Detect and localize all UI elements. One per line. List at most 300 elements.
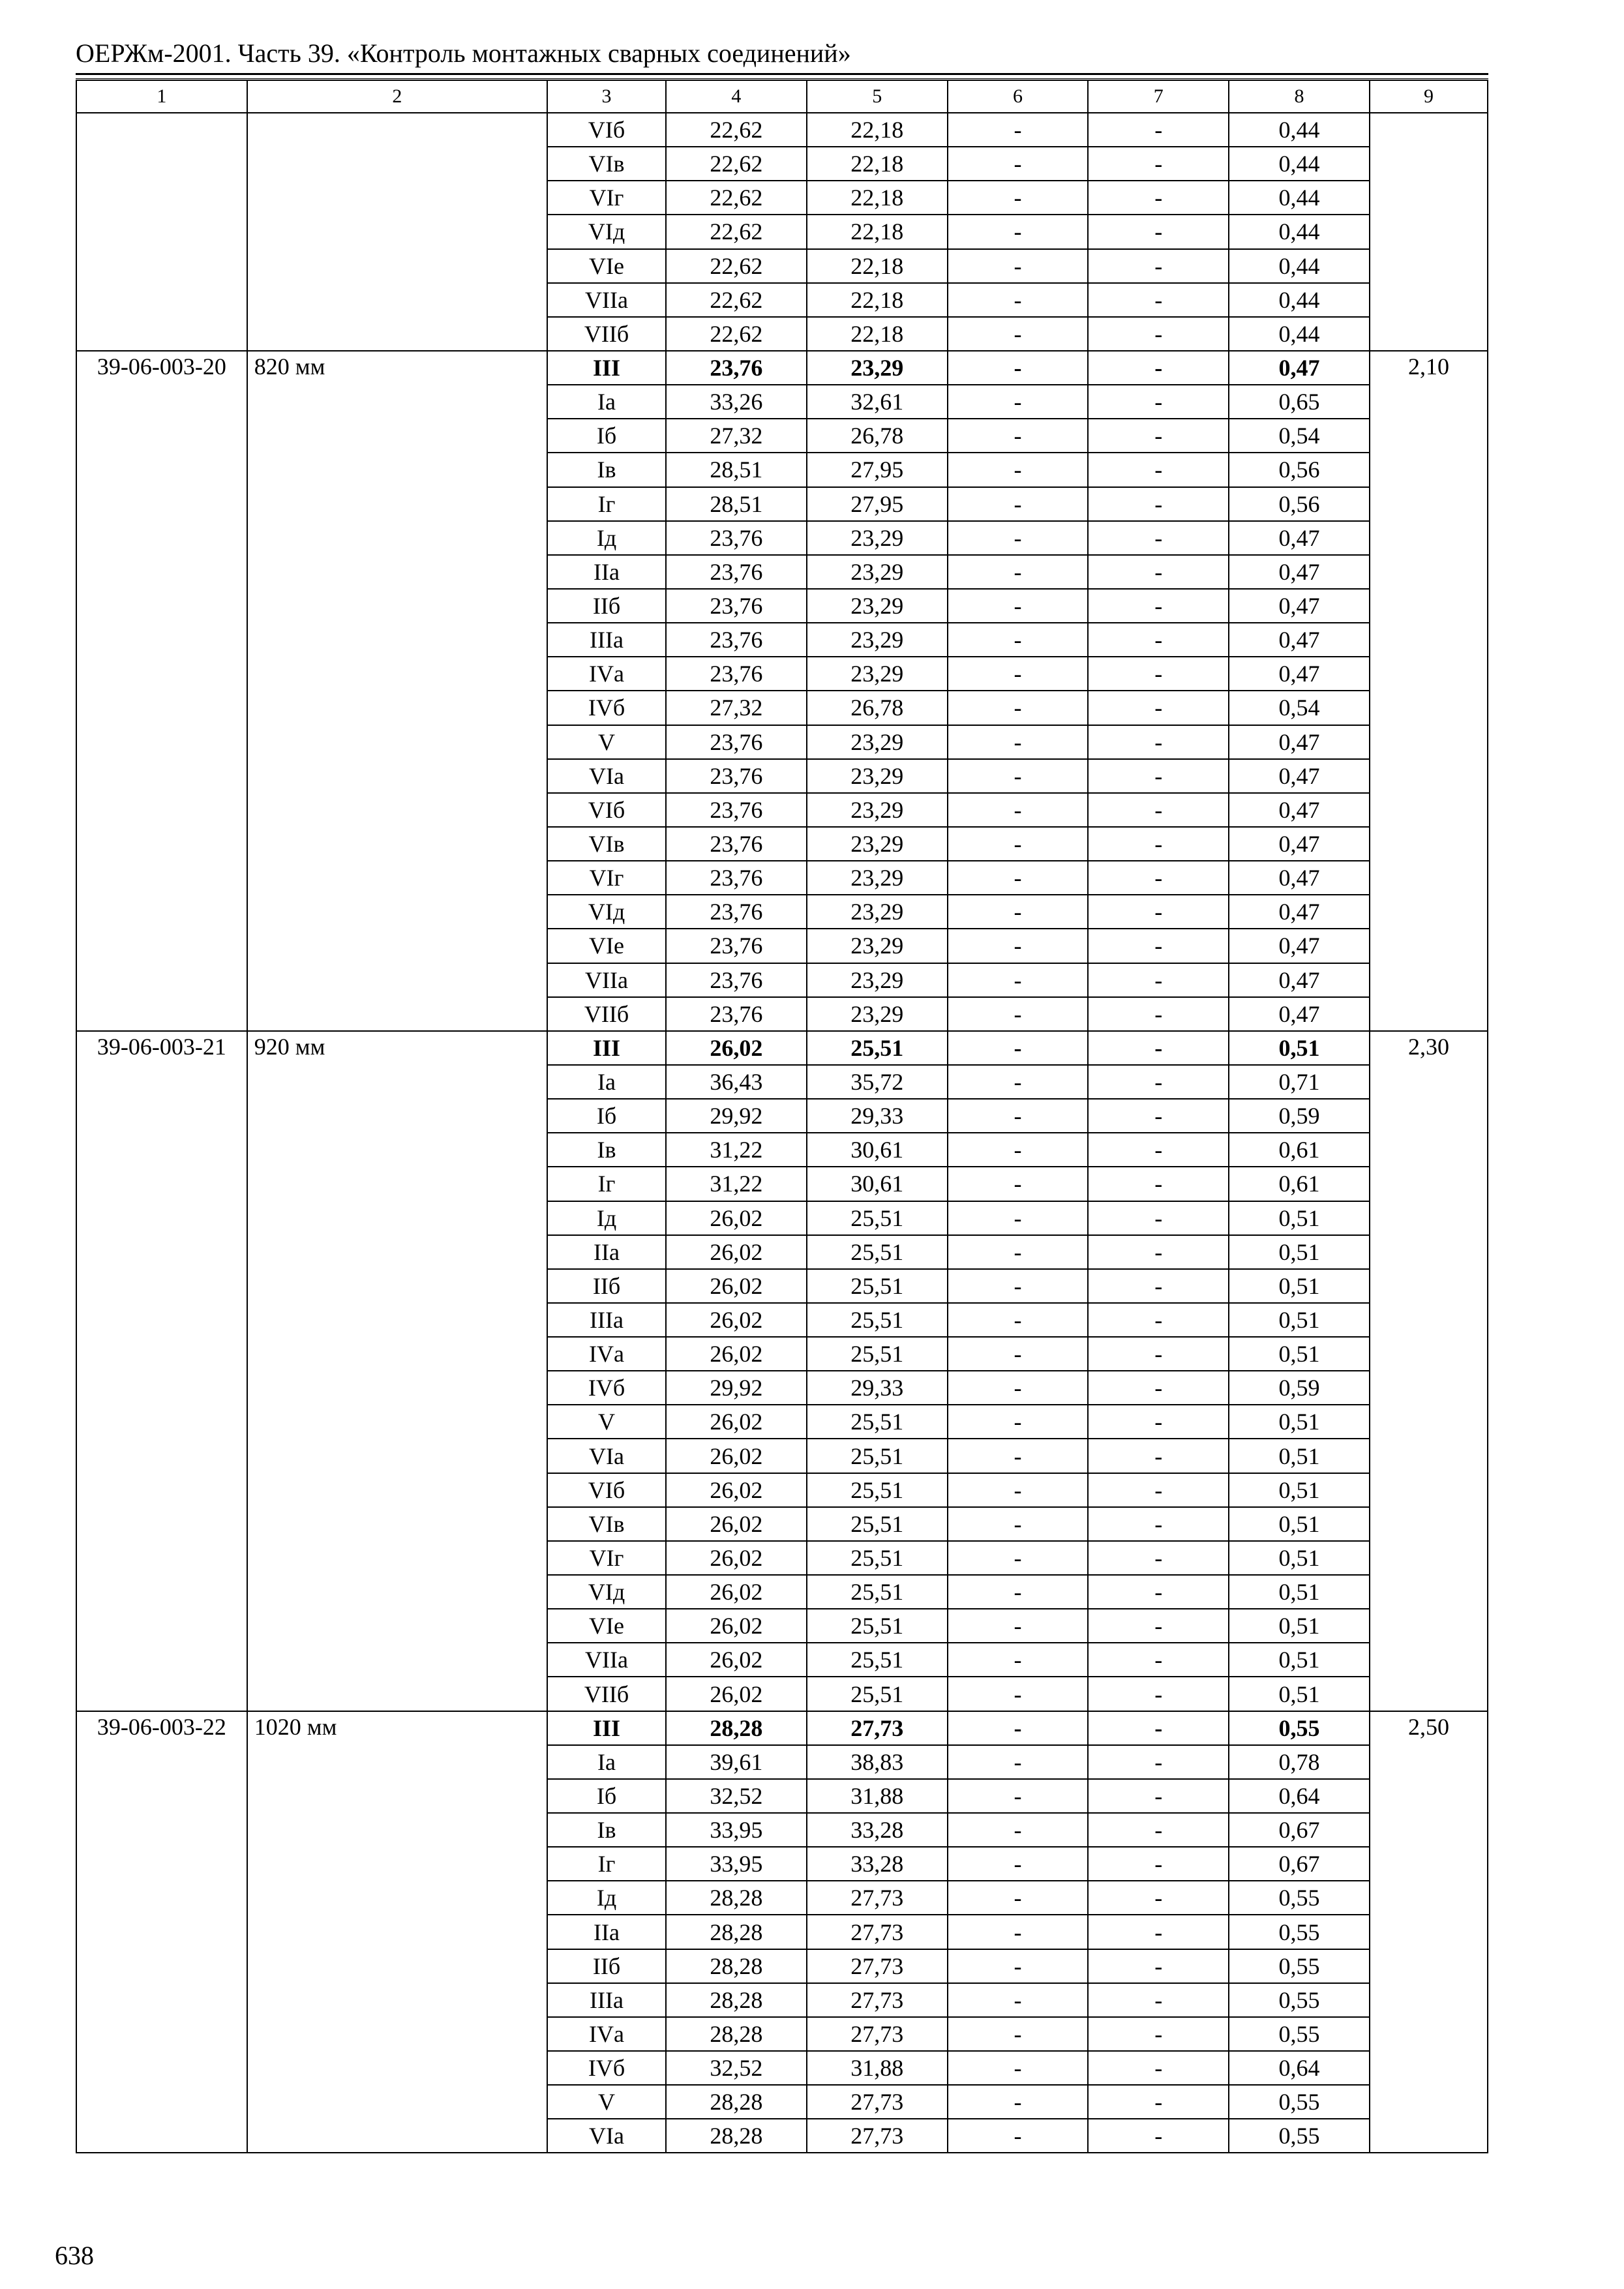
- value-cell-col4: 27,32: [666, 419, 807, 453]
- value-cell-col6: -: [948, 691, 1089, 725]
- value-cell-col8: 0,47: [1229, 521, 1370, 555]
- value-cell-col4: 23,76: [666, 963, 807, 997]
- value-cell-col8: 0,47: [1229, 895, 1370, 929]
- value-cell-col4: 26,02: [666, 1201, 807, 1235]
- value-cell-col6: -: [948, 1473, 1089, 1507]
- value-cell-col4: 26,02: [666, 1303, 807, 1337]
- value-cell-col6: -: [948, 725, 1089, 759]
- column-number: 8: [1229, 80, 1370, 113]
- category-cell: IIа: [547, 555, 666, 589]
- category-cell: IVб: [547, 1371, 666, 1405]
- value-cell-col5: 25,51: [807, 1609, 948, 1643]
- value-cell-col6: -: [948, 1269, 1089, 1303]
- category-cell: IIа: [547, 1235, 666, 1269]
- value-cell-col7: -: [1088, 589, 1229, 623]
- value-cell-col5: 27,73: [807, 2017, 948, 2051]
- value-cell-col6: -: [948, 1541, 1089, 1575]
- value-cell-col5: 31,88: [807, 1779, 948, 1813]
- column-number: 5: [807, 80, 948, 113]
- value-cell-col5: 25,51: [807, 1473, 948, 1507]
- value-cell-col5: 38,83: [807, 1745, 948, 1779]
- category-cell: VIIа: [547, 283, 666, 317]
- value-cell-col5: 23,29: [807, 657, 948, 691]
- value-cell-col5: 26,78: [807, 691, 948, 725]
- value-cell-col8: 0,55: [1229, 1711, 1370, 1745]
- value-cell-col8: 0,47: [1229, 725, 1370, 759]
- value-cell-col5: 27,73: [807, 2085, 948, 2119]
- value-cell-col8: 0,47: [1229, 827, 1370, 861]
- value-cell-col4: 33,95: [666, 1847, 807, 1881]
- value-cell-col8: 0,56: [1229, 453, 1370, 486]
- value-cell-col8: 0,64: [1229, 2051, 1370, 2085]
- value-cell-col6: -: [948, 487, 1089, 521]
- value-cell-col6: -: [948, 1405, 1089, 1439]
- value-cell-col5: 31,88: [807, 2051, 948, 2085]
- value-cell-col6: -: [948, 1915, 1089, 1949]
- value-cell-col4: 22,62: [666, 181, 807, 215]
- value-cell-col8: 0,55: [1229, 1983, 1370, 2017]
- value-cell-col8: 0,47: [1229, 759, 1370, 793]
- value-cell-col6: -: [948, 1133, 1089, 1167]
- value-cell-col4: 28,28: [666, 2017, 807, 2051]
- category-cell: IIб: [547, 1949, 666, 1983]
- value-cell-col6: -: [948, 589, 1089, 623]
- rate-code-cell: [76, 113, 247, 351]
- category-cell: Iд: [547, 1201, 666, 1235]
- value-cell-col8: 0,44: [1229, 249, 1370, 283]
- value-cell-col7: -: [1088, 521, 1229, 555]
- value-cell-col7: -: [1088, 1133, 1229, 1167]
- col9-value-cell: [1370, 113, 1488, 351]
- value-cell-col7: -: [1088, 1813, 1229, 1847]
- value-cell-col4: 28,28: [666, 2119, 807, 2153]
- value-cell-col8: 0,47: [1229, 351, 1370, 385]
- pipe-diameter-cell: 820 мм: [247, 351, 547, 1031]
- value-cell-col8: 0,55: [1229, 2085, 1370, 2119]
- value-cell-col5: 23,29: [807, 861, 948, 895]
- value-cell-col7: -: [1088, 1337, 1229, 1371]
- category-cell: Iд: [547, 521, 666, 555]
- value-cell-col8: 0,44: [1229, 215, 1370, 248]
- value-cell-col6: -: [948, 1779, 1089, 1813]
- category-cell: VIд: [547, 1575, 666, 1609]
- value-cell-col5: 22,18: [807, 181, 948, 215]
- value-cell-col6: -: [948, 1881, 1089, 1915]
- value-cell-col7: -: [1088, 2017, 1229, 2051]
- column-number: 7: [1088, 80, 1229, 113]
- value-cell-col6: -: [948, 997, 1089, 1031]
- value-cell-col6: -: [948, 283, 1089, 317]
- value-cell-col8: 0,47: [1229, 861, 1370, 895]
- value-cell-col4: 22,62: [666, 317, 807, 351]
- value-cell-col4: 27,32: [666, 691, 807, 725]
- column-number: 9: [1370, 80, 1488, 113]
- value-cell-col5: 22,18: [807, 249, 948, 283]
- value-cell-col6: -: [948, 929, 1089, 963]
- table-row: [76, 351, 1488, 385]
- category-cell: Iг: [547, 1847, 666, 1881]
- value-cell-col8: 0,65: [1229, 385, 1370, 419]
- page-number: 638: [55, 2241, 94, 2270]
- value-cell-col6: -: [948, 113, 1089, 147]
- value-cell-col6: -: [948, 861, 1089, 895]
- value-cell-col7: -: [1088, 2051, 1229, 2085]
- value-cell-col5: 23,29: [807, 929, 948, 963]
- value-cell-col6: -: [948, 1303, 1089, 1337]
- value-cell-col7: -: [1088, 487, 1229, 521]
- value-cell-col8: 0,67: [1229, 1847, 1370, 1881]
- value-cell-col8: 0,44: [1229, 181, 1370, 215]
- value-cell-col8: 0,51: [1229, 1473, 1370, 1507]
- value-cell-col5: 23,29: [807, 623, 948, 657]
- value-cell-col4: 26,02: [666, 1575, 807, 1609]
- col9-value-cell: 2,10: [1370, 351, 1488, 1031]
- value-cell-col8: 0,59: [1229, 1371, 1370, 1405]
- value-cell-col8: 0,47: [1229, 929, 1370, 963]
- category-cell: VIа: [547, 2119, 666, 2153]
- category-cell: VIIб: [547, 317, 666, 351]
- category-cell: VIг: [547, 1541, 666, 1575]
- value-cell-col6: -: [948, 1609, 1089, 1643]
- category-cell: V: [547, 2085, 666, 2119]
- value-cell-col5: 27,73: [807, 1949, 948, 1983]
- value-cell-col7: -: [1088, 2085, 1229, 2119]
- value-cell-col8: 0,51: [1229, 1507, 1370, 1541]
- value-cell-col7: -: [1088, 623, 1229, 657]
- value-cell-col4: 22,62: [666, 113, 807, 147]
- value-cell-col4: 26,02: [666, 1541, 807, 1575]
- category-cell: VIа: [547, 1439, 666, 1473]
- value-cell-col6: -: [948, 181, 1089, 215]
- category-cell: VIб: [547, 113, 666, 147]
- value-cell-col7: -: [1088, 827, 1229, 861]
- value-cell-col5: 23,29: [807, 725, 948, 759]
- category-cell: Iв: [547, 453, 666, 486]
- category-cell: VIг: [547, 861, 666, 895]
- value-cell-col4: 36,43: [666, 1065, 807, 1099]
- value-cell-col5: 25,51: [807, 1337, 948, 1371]
- value-cell-col5: 25,51: [807, 1541, 948, 1575]
- value-cell-col8: 0,51: [1229, 1337, 1370, 1371]
- category-cell: III: [547, 1031, 666, 1065]
- category-cell: IIб: [547, 1269, 666, 1303]
- category-cell: IIIа: [547, 1303, 666, 1337]
- value-cell-col7: -: [1088, 793, 1229, 827]
- value-cell-col4: 26,02: [666, 1643, 807, 1677]
- rate-code-cell: 39-06-003-20: [76, 351, 247, 1031]
- value-cell-col5: 23,29: [807, 997, 948, 1031]
- value-cell-col7: -: [1088, 1983, 1229, 2017]
- value-cell-col8: 0,55: [1229, 1915, 1370, 1949]
- value-cell-col7: -: [1088, 997, 1229, 1031]
- value-cell-col5: 23,29: [807, 589, 948, 623]
- value-cell-col6: -: [948, 623, 1089, 657]
- column-number-row: [76, 80, 1488, 113]
- value-cell-col4: 26,02: [666, 1473, 807, 1507]
- value-cell-col8: 0,55: [1229, 2119, 1370, 2153]
- value-cell-col5: 33,28: [807, 1813, 948, 1847]
- value-cell-col5: 35,72: [807, 1065, 948, 1099]
- value-cell-col7: -: [1088, 351, 1229, 385]
- value-cell-col5: 27,73: [807, 1881, 948, 1915]
- header-rule-thick: [76, 73, 1488, 75]
- value-cell-col5: 23,29: [807, 555, 948, 589]
- value-cell-col4: 32,52: [666, 1779, 807, 1813]
- value-cell-col6: -: [948, 963, 1089, 997]
- value-cell-col5: 25,51: [807, 1575, 948, 1609]
- category-cell: VIв: [547, 147, 666, 181]
- category-cell: VIд: [547, 895, 666, 929]
- value-cell-col4: 22,62: [666, 215, 807, 248]
- value-cell-col7: -: [1088, 691, 1229, 725]
- value-cell-col8: 0,64: [1229, 1779, 1370, 1813]
- value-cell-col7: -: [1088, 1847, 1229, 1881]
- value-cell-col6: -: [948, 1507, 1089, 1541]
- category-cell: Iд: [547, 1881, 666, 1915]
- value-cell-col6: -: [948, 1371, 1089, 1405]
- col9-value-cell: 2,30: [1370, 1031, 1488, 1711]
- value-cell-col5: 23,29: [807, 759, 948, 793]
- value-cell-col7: -: [1088, 861, 1229, 895]
- value-cell-col4: 23,76: [666, 725, 807, 759]
- rates-table: [76, 80, 1488, 2153]
- value-cell-col7: -: [1088, 1201, 1229, 1235]
- value-cell-col6: -: [948, 1813, 1089, 1847]
- value-cell-col7: -: [1088, 1575, 1229, 1609]
- value-cell-col5: 25,51: [807, 1507, 948, 1541]
- value-cell-col7: -: [1088, 1439, 1229, 1473]
- value-cell-col7: -: [1088, 1779, 1229, 1813]
- value-cell-col4: 23,76: [666, 657, 807, 691]
- value-cell-col6: -: [948, 249, 1089, 283]
- header-rule-thin: [76, 78, 1488, 79]
- value-cell-col8: 0,44: [1229, 113, 1370, 147]
- value-cell-col7: -: [1088, 1303, 1229, 1337]
- value-cell-col8: 0,54: [1229, 691, 1370, 725]
- value-cell-col7: -: [1088, 147, 1229, 181]
- value-cell-col6: -: [948, 1677, 1089, 1711]
- value-cell-col6: -: [948, 1031, 1089, 1065]
- value-cell-col6: -: [948, 1949, 1089, 1983]
- category-cell: VIд: [547, 215, 666, 248]
- value-cell-col7: -: [1088, 1609, 1229, 1643]
- value-cell-col8: 0,67: [1229, 1813, 1370, 1847]
- value-cell-col7: -: [1088, 181, 1229, 215]
- value-cell-col6: -: [948, 1167, 1089, 1201]
- value-cell-col8: 0,47: [1229, 997, 1370, 1031]
- value-cell-col5: 22,18: [807, 147, 948, 181]
- value-cell-col6: -: [948, 1337, 1089, 1371]
- value-cell-col6: -: [948, 2017, 1089, 2051]
- value-cell-col6: -: [948, 1201, 1089, 1235]
- value-cell-col6: -: [948, 351, 1089, 385]
- value-cell-col4: 23,76: [666, 827, 807, 861]
- category-cell: IVб: [547, 691, 666, 725]
- value-cell-col5: 27,95: [807, 453, 948, 486]
- value-cell-col8: 0,56: [1229, 487, 1370, 521]
- value-cell-col6: -: [948, 1745, 1089, 1779]
- value-cell-col6: -: [948, 215, 1089, 248]
- category-cell: III: [547, 351, 666, 385]
- value-cell-col7: -: [1088, 1235, 1229, 1269]
- rate-code-cell: 39-06-003-22: [76, 1711, 247, 2153]
- value-cell-col4: 39,61: [666, 1745, 807, 1779]
- value-cell-col6: -: [948, 555, 1089, 589]
- value-cell-col5: 25,51: [807, 1235, 948, 1269]
- category-cell: VIе: [547, 929, 666, 963]
- value-cell-col8: 0,47: [1229, 657, 1370, 691]
- value-cell-col8: 0,51: [1229, 1235, 1370, 1269]
- value-cell-col4: 28,51: [666, 453, 807, 486]
- value-cell-col4: 29,92: [666, 1371, 807, 1405]
- value-cell-col5: 22,18: [807, 215, 948, 248]
- value-cell-col7: -: [1088, 1677, 1229, 1711]
- value-cell-col6: -: [948, 419, 1089, 453]
- value-cell-col6: -: [948, 827, 1089, 861]
- category-cell: VIIб: [547, 1677, 666, 1711]
- value-cell-col8: 0,51: [1229, 1643, 1370, 1677]
- value-cell-col7: -: [1088, 113, 1229, 147]
- value-cell-col7: -: [1088, 657, 1229, 691]
- value-cell-col4: 26,02: [666, 1609, 807, 1643]
- value-cell-col5: 23,29: [807, 895, 948, 929]
- value-cell-col8: 0,78: [1229, 1745, 1370, 1779]
- value-cell-col7: -: [1088, 963, 1229, 997]
- value-cell-col5: 23,29: [807, 351, 948, 385]
- value-cell-col5: 25,51: [807, 1031, 948, 1065]
- category-cell: Iв: [547, 1813, 666, 1847]
- value-cell-col8: 0,47: [1229, 555, 1370, 589]
- value-cell-col7: -: [1088, 1507, 1229, 1541]
- value-cell-col5: 26,78: [807, 419, 948, 453]
- value-cell-col5: 25,51: [807, 1201, 948, 1235]
- value-cell-col7: -: [1088, 215, 1229, 248]
- category-cell: IIа: [547, 1915, 666, 1949]
- value-cell-col5: 27,73: [807, 1711, 948, 1745]
- category-cell: VIе: [547, 1609, 666, 1643]
- col9-value-cell: 2,50: [1370, 1711, 1488, 2153]
- value-cell-col7: -: [1088, 1541, 1229, 1575]
- value-cell-col8: 0,71: [1229, 1065, 1370, 1099]
- value-cell-col4: 28,51: [666, 487, 807, 521]
- value-cell-col4: 23,76: [666, 351, 807, 385]
- value-cell-col6: -: [948, 1983, 1089, 2017]
- category-cell: Iа: [547, 1065, 666, 1099]
- value-cell-col4: 26,02: [666, 1439, 807, 1473]
- category-cell: Iб: [547, 1779, 666, 1813]
- rate-code-cell: 39-06-003-21: [76, 1031, 247, 1711]
- value-cell-col4: 23,76: [666, 759, 807, 793]
- value-cell-col8: 0,51: [1229, 1031, 1370, 1065]
- category-cell: VIIа: [547, 963, 666, 997]
- category-cell: IVа: [547, 657, 666, 691]
- value-cell-col7: -: [1088, 283, 1229, 317]
- value-cell-col6: -: [948, 1099, 1089, 1133]
- value-cell-col5: 27,73: [807, 1915, 948, 1949]
- value-cell-col8: 0,44: [1229, 283, 1370, 317]
- value-cell-col4: 29,92: [666, 1099, 807, 1133]
- value-cell-col4: 23,76: [666, 997, 807, 1031]
- value-cell-col7: -: [1088, 1711, 1229, 1745]
- value-cell-col5: 27,73: [807, 1983, 948, 2017]
- value-cell-col6: -: [948, 1439, 1089, 1473]
- value-cell-col7: -: [1088, 1371, 1229, 1405]
- value-cell-col7: -: [1088, 2119, 1229, 2153]
- value-cell-col8: 0,44: [1229, 147, 1370, 181]
- value-cell-col7: -: [1088, 1269, 1229, 1303]
- page-header: ОЕРЖм-2001. Часть 39. «Контроль монтажных сварных соединений»: [76, 38, 851, 68]
- value-cell-col7: -: [1088, 385, 1229, 419]
- value-cell-col6: -: [948, 2085, 1089, 2119]
- value-cell-col8: 0,51: [1229, 1269, 1370, 1303]
- category-cell: VIа: [547, 759, 666, 793]
- value-cell-col8: 0,55: [1229, 2017, 1370, 2051]
- value-cell-col6: -: [948, 317, 1089, 351]
- value-cell-col6: -: [948, 1575, 1089, 1609]
- value-cell-col5: 25,51: [807, 1643, 948, 1677]
- value-cell-col7: -: [1088, 1065, 1229, 1099]
- value-cell-col8: 0,44: [1229, 317, 1370, 351]
- value-cell-col8: 0,54: [1229, 419, 1370, 453]
- value-cell-col8: 0,51: [1229, 1677, 1370, 1711]
- value-cell-col5: 23,29: [807, 827, 948, 861]
- value-cell-col7: -: [1088, 1745, 1229, 1779]
- category-cell: IVб: [547, 2051, 666, 2085]
- value-cell-col6: -: [948, 759, 1089, 793]
- value-cell-col6: -: [948, 793, 1089, 827]
- value-cell-col7: -: [1088, 1881, 1229, 1915]
- value-cell-col4: 26,02: [666, 1677, 807, 1711]
- category-cell: IVа: [547, 2017, 666, 2051]
- value-cell-col5: 25,51: [807, 1439, 948, 1473]
- value-cell-col8: 0,55: [1229, 1881, 1370, 1915]
- value-cell-col8: 0,47: [1229, 793, 1370, 827]
- value-cell-col4: 26,02: [666, 1405, 807, 1439]
- category-cell: Iа: [547, 1745, 666, 1779]
- category-cell: V: [547, 725, 666, 759]
- table-row: [76, 1711, 1488, 1745]
- value-cell-col7: -: [1088, 725, 1229, 759]
- value-cell-col6: -: [948, 1065, 1089, 1099]
- value-cell-col5: 25,51: [807, 1269, 948, 1303]
- value-cell-col7: -: [1088, 895, 1229, 929]
- value-cell-col6: -: [948, 2051, 1089, 2085]
- value-cell-col7: -: [1088, 1099, 1229, 1133]
- value-cell-col7: -: [1088, 1405, 1229, 1439]
- value-cell-col7: -: [1088, 759, 1229, 793]
- pipe-diameter-cell: 1020 мм: [247, 1711, 547, 2153]
- value-cell-col5: 30,61: [807, 1133, 948, 1167]
- value-cell-col4: 32,52: [666, 2051, 807, 2085]
- value-cell-col4: 23,76: [666, 861, 807, 895]
- value-cell-col5: 25,51: [807, 1303, 948, 1337]
- category-cell: VIв: [547, 1507, 666, 1541]
- category-cell: Iв: [547, 1133, 666, 1167]
- category-cell: VIг: [547, 181, 666, 215]
- value-cell-col7: -: [1088, 1031, 1229, 1065]
- value-cell-col5: 29,33: [807, 1371, 948, 1405]
- value-cell-col5: 30,61: [807, 1167, 948, 1201]
- value-cell-col5: 23,29: [807, 793, 948, 827]
- category-cell: VIе: [547, 249, 666, 283]
- value-cell-col5: 22,18: [807, 283, 948, 317]
- category-cell: IVа: [547, 1337, 666, 1371]
- value-cell-col8: 0,51: [1229, 1575, 1370, 1609]
- value-cell-col4: 28,28: [666, 1881, 807, 1915]
- value-cell-col4: 22,62: [666, 249, 807, 283]
- value-cell-col4: 26,02: [666, 1507, 807, 1541]
- category-cell: IIб: [547, 589, 666, 623]
